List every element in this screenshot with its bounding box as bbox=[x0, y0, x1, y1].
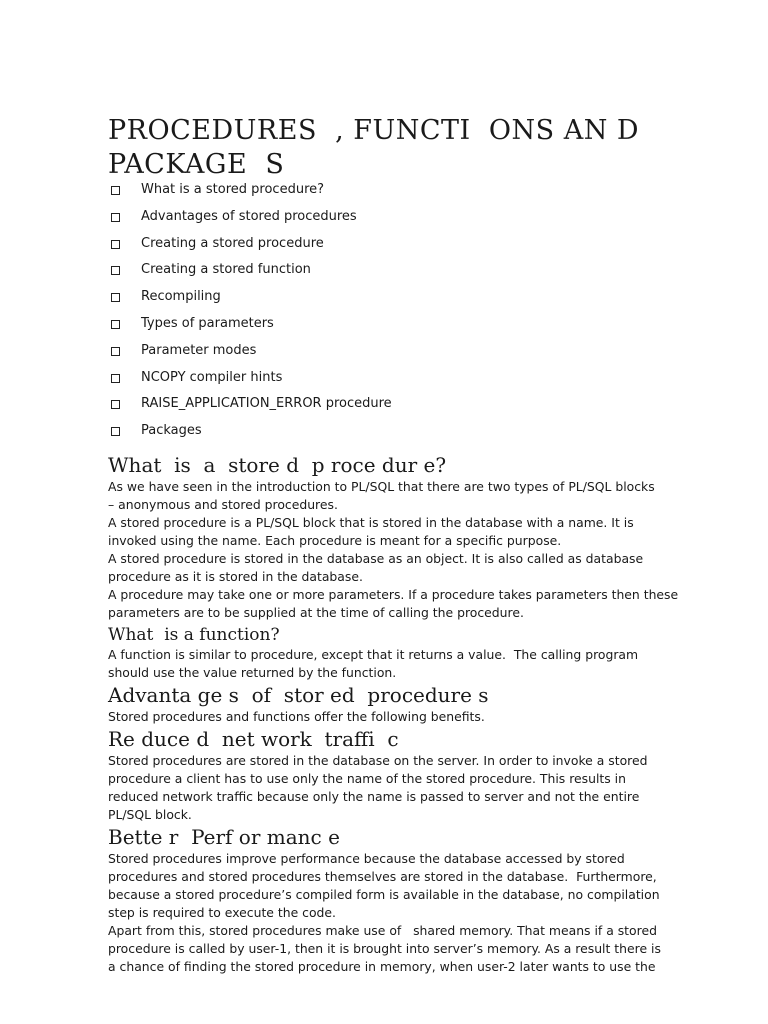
section-heading-function: What is a function? bbox=[108, 625, 280, 645]
list-item: NCOPY compiler hints bbox=[108, 368, 708, 395]
topic-list bbox=[108, 180, 708, 448]
list-item: Parameter modes bbox=[108, 341, 708, 368]
paragraph: A stored procedure is stored in the database as an object. It is also called as database procedure as it is stored in the database. bbox=[108, 551, 644, 584]
paragraph: A stored procedure is a PL/SQL block that is stored in the database with a name. It is invoked using the name. Each procedure is meant for a specific purpose. bbox=[108, 515, 634, 548]
paragraph: Stored procedures and functions offer the following benefits. bbox=[108, 709, 485, 724]
paragraph: Apart from this, stored procedures make use of shared memory. That means if a stored procedure is called by user-1, then it is brought into server’s memory. As a result there is a chance of finding the stored procedure in memory, when user-2 later wants to use the bbox=[108, 923, 661, 974]
paragraph: A function is similar to procedure, except that it returns a value. The calling program should use the value returned by the function. bbox=[108, 647, 639, 680]
checkbox-bullet-icon bbox=[111, 400, 120, 409]
checkbox-bullet-icon bbox=[111, 266, 120, 275]
list-item: Creating a stored function bbox=[108, 260, 708, 287]
list-item: Creating a stored procedure bbox=[108, 234, 708, 261]
checkbox-bullet-icon bbox=[111, 213, 120, 222]
checkbox-bullet-icon bbox=[111, 347, 120, 356]
section-heading-network-traffic: Re duce d net work traffi c bbox=[108, 727, 399, 751]
title-line-2: PACKAGE S bbox=[108, 149, 285, 180]
section-heading-advantages: Advanta ge s of stor ed procedure s bbox=[108, 683, 489, 707]
checkbox-bullet-icon bbox=[111, 320, 120, 329]
document-body bbox=[108, 452, 718, 976]
checkbox-bullet-icon bbox=[111, 374, 120, 383]
document-title bbox=[108, 114, 728, 182]
checkbox-bullet-icon bbox=[111, 186, 120, 195]
paragraph: Stored procedures are stored in the database on the server. In order to invoke a stored procedure a client has to use only the name of the stored procedure. This results in reduced network traffic because only the name is passed to server and not the entire PL/SQL block. bbox=[108, 753, 648, 822]
list-item: What is a stored procedure? bbox=[108, 180, 708, 207]
paragraph: A procedure may take one or more parameters. If a procedure takes parameters then these parameters are to be supplied at the time of calling the procedure. bbox=[108, 587, 679, 620]
list-item: RAISE_APPLICATION_ERROR procedure bbox=[108, 394, 708, 421]
list-item: Advantages of stored procedures bbox=[108, 207, 708, 234]
section-heading-performance: Bette r Perf or manc e bbox=[108, 825, 340, 849]
checkbox-bullet-icon bbox=[111, 427, 120, 436]
checkbox-bullet-icon bbox=[111, 240, 120, 249]
checkbox-bullet-icon bbox=[111, 293, 120, 302]
section-heading-stored-procedure: What is a store d p roce dur e? bbox=[108, 453, 447, 477]
paragraph: As we have seen in the introduction to PL/SQL that there are two types of PL/SQL blocks – anonymous and stored procedures. bbox=[108, 479, 655, 512]
list-item: Recompiling bbox=[108, 287, 708, 314]
paragraph: Stored procedures improve performance because the database accessed by stored procedures and stored procedures themselves are stored in the database. Furthermore, because a stored procedure’s compiled form is available in the database, no compilation step is required to execute the code. bbox=[108, 851, 660, 920]
title-line-1: PROCEDURES , FUNCTI ONS AN D bbox=[108, 115, 640, 146]
list-item: Types of parameters bbox=[108, 314, 708, 341]
list-item: Packages bbox=[108, 421, 708, 448]
